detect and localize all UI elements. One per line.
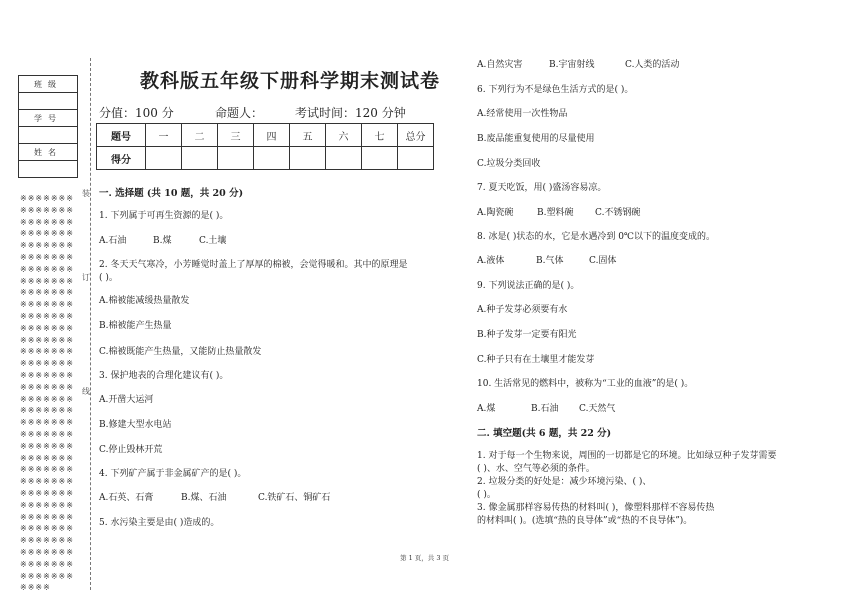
q3-option-c: C.停止毁林开荒 bbox=[99, 445, 163, 455]
section2-heading: 二. 填空题(共 6 题，共 22 分) bbox=[477, 428, 612, 439]
score-header-cell: 三 bbox=[218, 124, 254, 147]
q2-option-b: B.棉被能产生热量 bbox=[99, 321, 172, 331]
student-number-field[interactable] bbox=[19, 127, 78, 144]
q5-option-a: A.自然灾害 bbox=[477, 60, 523, 70]
score-row-label: 得分 bbox=[97, 147, 146, 170]
q4-option-c: C.铁矿石、铜矿石 bbox=[258, 493, 331, 503]
score-header-cell: 四 bbox=[254, 124, 290, 147]
score-header-cell: 题号 bbox=[97, 124, 146, 147]
q6-option-b: B.废品能重复使用的尽量使用 bbox=[477, 134, 595, 144]
q5-option-c: C.人类的活动 bbox=[625, 60, 680, 70]
q9-option-a: A.种子发芽必须要有水 bbox=[477, 305, 568, 315]
question-4: 4. 下列矿产属于非金属矿产的是( )。 bbox=[99, 469, 247, 479]
seal-pattern: ※※※※※※※※※※※※※※※※※※※※※※※※※※※※※※※※※※※※※※※※※※※※※※※※※※※※※※※※※※※※※※※※※※※※※※※※※※※※※※※※※※※※※※※※※※※※※※※※※※※※※※※※※※※※※※※※※※※※※※※※※※※※※※※※※※※※※※※※※※※※※※※※※※※※※※※※※※※※※※※※※※※※※※※※※※※※※※※※※※※※※※※※※※※※※※※※※※※※※※※※※※※※※※※※※※※※※※※※※※※※※※※※※※※※※※※※※※※ bbox=[20, 194, 74, 593]
q2-option-a: A.棉被能减缓热量散发 bbox=[99, 296, 190, 306]
setter-label: 命题人： bbox=[215, 106, 264, 120]
score-cell[interactable] bbox=[290, 147, 326, 170]
q1-option-a: A.石油 bbox=[99, 236, 127, 246]
question-6: 6. 下列行为不是绿色生活方式的是( )。 bbox=[477, 85, 634, 95]
student-info-table bbox=[18, 75, 78, 178]
class-label: 班级 bbox=[19, 76, 78, 93]
score-value: 分值：100 分 bbox=[99, 106, 174, 120]
question-2-line1: 2. 冬天天气寒冷，小芳睡觉时盖上了厚厚的棉被，会觉得暖和。其中的原理是 bbox=[99, 260, 408, 270]
fill-3-line1: 3. 像金属那样容易传热的材料叫( )，像塑料那样不容易传热 bbox=[477, 503, 715, 513]
q8-option-a: A.液体 bbox=[477, 256, 505, 266]
score-header-cell: 七 bbox=[362, 124, 398, 147]
score-table bbox=[96, 123, 434, 170]
question-8: 8. 冰是( )状态的水，它是水遇冷到 0℃以下的温度变成的。 bbox=[477, 232, 715, 242]
question-7: 7. 夏天吃饭，用( )盛汤容易凉。 bbox=[477, 183, 607, 193]
q5-option-b: B.宇宙射线 bbox=[549, 60, 595, 70]
q4-option-a: A.石英、石膏 bbox=[99, 493, 154, 503]
question-9: 9. 下列说法正确的是( )。 bbox=[477, 281, 580, 291]
score-header-cell: 一 bbox=[146, 124, 182, 147]
question-1: 1. 下列属于可再生资源的是( )。 bbox=[99, 211, 229, 221]
q1-option-c: C.土壤 bbox=[199, 236, 227, 246]
score-cell[interactable] bbox=[326, 147, 362, 170]
q10-option-c: C.天然气 bbox=[579, 404, 616, 414]
q6-option-c: C.垃圾分类回收 bbox=[477, 159, 541, 169]
question-10: 10. 生活常见的燃料中，被称为“工业的血液”的是( )。 bbox=[477, 379, 694, 389]
question-3: 3. 保护地表的合理化建议有( )。 bbox=[99, 371, 229, 381]
exam-time: 考试时间：120 分钟 bbox=[295, 106, 406, 120]
q9-option-c: C.种子只有在土壤里才能发芽 bbox=[477, 355, 595, 365]
q4-option-b: B.煤、石油 bbox=[181, 493, 227, 503]
score-cell[interactable] bbox=[218, 147, 254, 170]
seal-char-ding: 订 bbox=[82, 273, 90, 282]
score-header-cell: 六 bbox=[326, 124, 362, 147]
q3-option-a: A.开凿大运河 bbox=[99, 395, 154, 405]
q3-option-b: B.修建大型水电站 bbox=[99, 420, 172, 430]
score-header-cell: 五 bbox=[290, 124, 326, 147]
score-cell[interactable] bbox=[362, 147, 398, 170]
fill-3-line2: 的材料叫( )。(选填“热的良导体”或“热的不良导体”)。 bbox=[477, 516, 693, 526]
name-field[interactable] bbox=[19, 161, 78, 178]
q1-option-b: B.煤 bbox=[153, 236, 172, 246]
seal-char-zhuang: 装 bbox=[82, 189, 90, 198]
q7-option-c: C.不锈钢碗 bbox=[595, 208, 641, 218]
fill-1-line2: ( )、水、空气等必须的条件。 bbox=[477, 464, 595, 474]
score-cell[interactable] bbox=[254, 147, 290, 170]
score-header-cell: 总分 bbox=[398, 124, 434, 147]
score-cell[interactable] bbox=[398, 147, 434, 170]
q10-option-a: A.煤 bbox=[477, 404, 496, 414]
seal-char-xian: 线 bbox=[82, 387, 90, 396]
name-label: 姓名 bbox=[19, 144, 78, 161]
fill-1-line1: 1. 对于每一个生物来说，周围的一切都是它的环境。比如绿豆种子发芽需要 bbox=[477, 451, 777, 461]
q9-option-b: B.种子发芽一定要有阳光 bbox=[477, 330, 577, 340]
page-footer: 第 1 页，共 3 页 bbox=[400, 554, 450, 562]
q7-option-a: A.陶瓷碗 bbox=[477, 208, 514, 218]
question-5: 5. 水污染主要是由( )造成的。 bbox=[99, 518, 220, 528]
q2-option-c: C.棉被既能产生热量，又能防止热量散发 bbox=[99, 347, 262, 357]
q8-option-b: B.气体 bbox=[536, 256, 564, 266]
section1-heading: 一. 选择题 (共 10 题，共 20 分) bbox=[99, 188, 244, 199]
score-header-cell: 二 bbox=[182, 124, 218, 147]
question-2-line2: ( )。 bbox=[99, 273, 118, 283]
fill-2-line1: 2. 垃圾分类的好处是：减少环境污染、( )、 bbox=[477, 477, 652, 487]
page-title: 教科版五年级下册科学期末测试卷 bbox=[140, 70, 441, 92]
q6-option-a: A.经常使用一次性物品 bbox=[477, 109, 568, 119]
score-cell[interactable] bbox=[146, 147, 182, 170]
q10-option-b: B.石油 bbox=[531, 404, 559, 414]
student-number-label: 学号 bbox=[19, 110, 78, 127]
q8-option-c: C.固体 bbox=[589, 256, 617, 266]
fill-2-line2: ( )。 bbox=[477, 490, 496, 500]
score-cell[interactable] bbox=[182, 147, 218, 170]
class-field[interactable] bbox=[19, 93, 78, 110]
q7-option-b: B.塑料碗 bbox=[537, 208, 574, 218]
binding-line bbox=[90, 58, 91, 590]
